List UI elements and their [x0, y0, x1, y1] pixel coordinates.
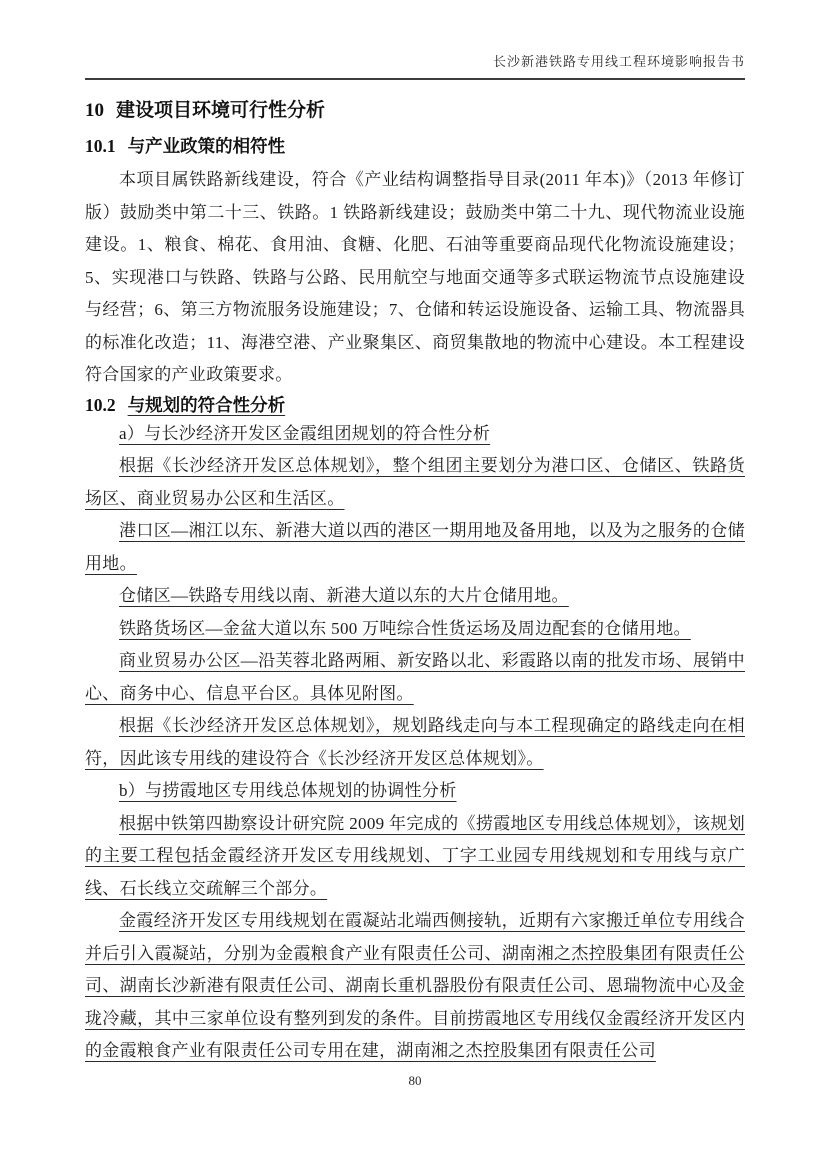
paragraph-railway-freight-zone: 铁路货场区—金盆大道以东 500 万吨综合性货运场及周边配套的仓储用地。: [119, 618, 691, 638]
paragraph-industrial-policy: 本项目属铁路新线建设，符合《产业结构调整指导目录(2011 年本)》（2013 年修订版）鼓励类中第二十三、铁路。1 铁路新线建设；鼓励类中第二十九、现代物流业设施建设。1、粮食、棉花、食用油、食糖、化肥、石油等重要商品现代化物流设施建设；5、实现港口与铁路、铁路与公路、民用航空与地面交通等多式联运物流节点设施建设与经营；6、第三方物流服务设施建设；7、仓储和转运设施设备、运输工具、物流器具的标准化改造；11、海港空港、产业聚集区、商贸集散地的物流中心建设。本工程建设符合国家的产业政策要求。: [85, 170, 745, 384]
section-title: 与产业政策的相符性: [127, 136, 286, 156]
paragraph-route-conformance: 根据《长沙经济开发区总体规划》，规划路线走向与本工程现确定的路线走向在相符，因此该专用线的建设符合《长沙经济开发区总体规划》。: [85, 716, 745, 768]
paragraph-overall-plan-zones: 根据《长沙经济开发区总体规划》，整个组团主要划分为港口区、仓储区、铁路货场区、商业贸易办公区和生活区。: [85, 456, 745, 508]
document-body: [85, 97, 745, 1089]
section-title: 与规划的符合性分析: [127, 394, 286, 415]
section-number: 10.1: [85, 136, 116, 156]
section-heading-10: [85, 97, 745, 125]
page-number: 80: [408, 1072, 422, 1088]
paragraph-warehouse-zone: 仓储区—铁路专用线以南、新港大道以东的大片仓储用地。: [119, 586, 569, 605]
section-number: 10.2: [85, 394, 116, 415]
header-divider-rule: [85, 78, 745, 80]
paragraph-jinxia-special-line: 金霞经济开发区专用线规划在霞凝站北端西侧接轨，近期有六家搬迁单位专用线合并后引入霞凝站，分别为金霞粮食产业有限责任公司、湖南湘之杰控股集团有限责任公司、湖南长沙新港有限责任公司、湖南长重机器股份有限责任公司、恩瑞物流中心及金珑冷藏，其中三家单位设有整列到发的条件。目前捞霞地区专用线仅金霞经济开发区内的金霞粮食产业有限责任公司专用在建，湖南湘之杰控股集团有限责任公司: [85, 911, 745, 1060]
section-heading-10-1: [85, 133, 745, 159]
running-header-title: 长沙新港铁路专用线工程环境影响报告书: [492, 54, 745, 69]
section-heading-10-2: [85, 392, 745, 418]
paragraph-commerce-office-zone: 商业贸易办公区—沿芙蓉北路两厢、新安路以北、彩霞路以南的批发市场、展销中心、商务中心、信息平台区。具体见附图。: [85, 651, 745, 703]
section-number: 10: [85, 100, 104, 121]
paragraph-subitem-b-heading: b）与捞霞地区专用线总体规划的协调性分析: [119, 781, 457, 800]
paragraph-laoxia-plan: 根据中铁第四勘察设计研究院 2009 年完成的《捞霞地区专用线总体规划》，该规划的主要工程包括金霞经济开发区专用线规划、丁字工业园专用线规划和专用线与京广线、石长线立交疏解三个部分。: [85, 813, 745, 898]
paragraph-port-zone: 港口区—湘江以东、新港大道以西的港区一期用地及备用地，以及为之服务的仓储用地。: [85, 521, 745, 573]
paragraph-subitem-a-heading: a）与长沙经济开发区金霞组团规划的符合性分析: [119, 423, 491, 443]
section-title: 建设项目环境可行性分析: [116, 100, 326, 121]
